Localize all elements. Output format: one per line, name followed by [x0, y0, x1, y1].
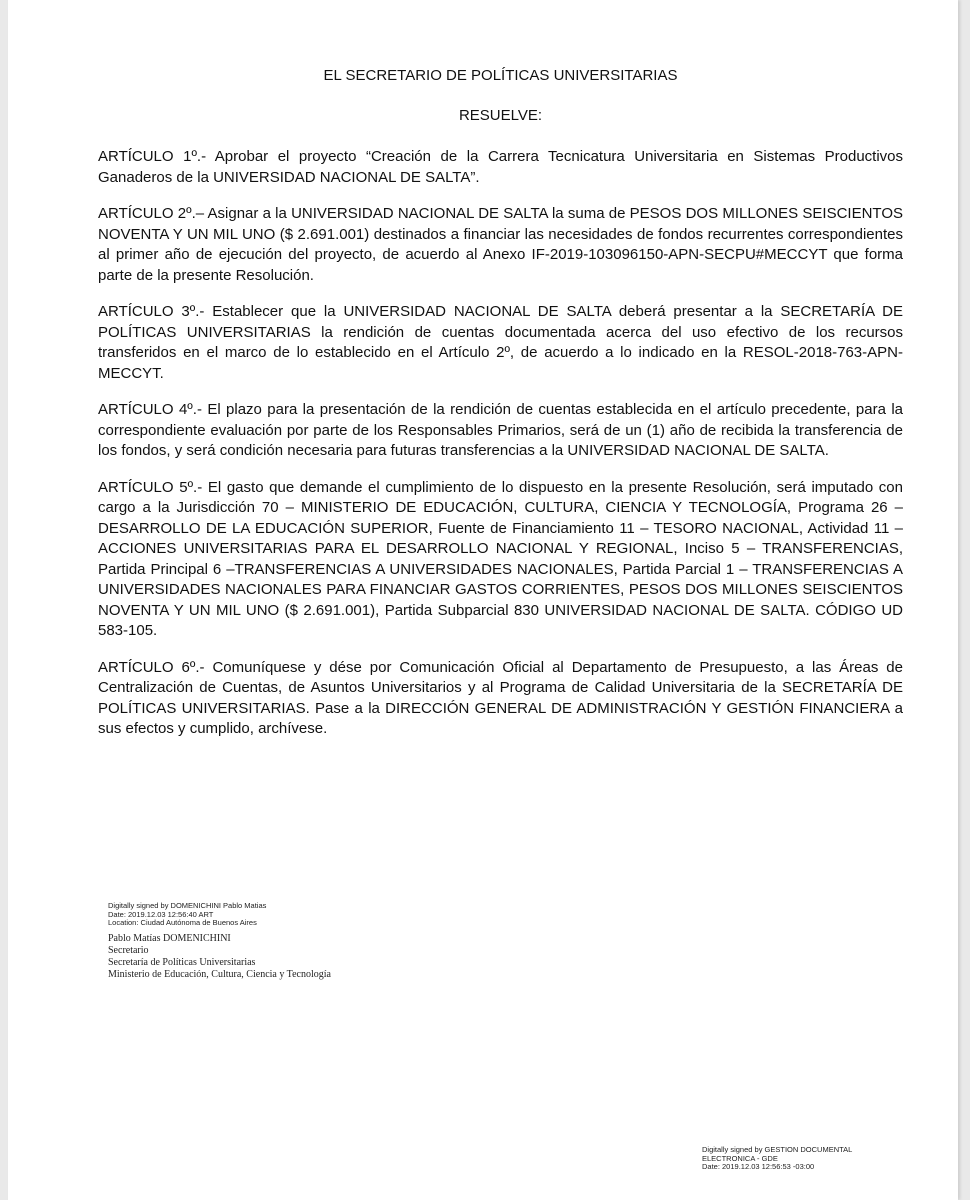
digital-signature-line: Digitally signed by DOMENICHINI Pablo Matias: [108, 901, 267, 910]
document-heading: EL SECRETARIO DE POLÍTICAS UNIVERSITARIAS: [323, 67, 678, 84]
article-6: ARTÍCULO 6º.- Comuníquese y dése por Comunicación Oficial al Departamento de Presupuesto, a las Áreas de Centralización de Cuentas, de Asuntos Universitarios y al Programa de Calidad Universitaria de la SECRETARÍA DE POLÍTICAS UNIVERSITARIAS. Pase a la DIRECCIÓN GENERAL DE ADMINISTRACIÓN Y GESTIÓN FINANCIERA a sus efectos y cumplido, archívese.: [98, 658, 903, 737]
article-5: ARTÍCULO 5º.- El gasto que demande el cumplimiento de lo dispuesto en la presente Resolución, será imputado con cargo a la Jurisdicción 70 – MINISTERIO DE EDUCACIÓN, CULTURA, CIENCIA Y TECNOLOGÍA, Programa 26 – DESARROLLO DE LA EDUCACIÓN SUPERIOR, Fuente de Financiamiento 11 – TESORO NACIONAL, Actividad 11 – ACCIONES UNIVERSITARIAS PARA EL DESARROLLO NACIONAL Y REGIONAL, Inciso 5 – TRANSFERENCIAS, Partida Principal 6 –TRANSFERENCIAS A UNIVERSIDADES NACIONALES, Partida Parcial 1 – TRANSFERENCIAS A UNIVERSIDADES NACIONALES PARA FINANCIAR GASTOS CORRIENTES, PESOS DOS MILLONES SEISCIENTOS NOVENTA Y UN MIL UNO ($ 2.691.001), Partida Subparcial 830 UNIVERSIDAD NACIONAL DE SALTA. CÓDIGO UD 583-105.: [98, 478, 903, 639]
signer-role: Secretario: [108, 944, 149, 956]
signature-location: Location: Ciudad Autónoma de Buenos Aires: [108, 918, 257, 927]
document-page: [8, 0, 958, 1200]
gde-signature-block: [702, 1146, 932, 1172]
article-1: ARTÍCULO 1º.- Aprobar el proyecto “Creación de la Carrera Tecnicatura Universitaria en Sistemas Productivos Ganaderos de la UNIVERSIDAD NACIONAL DE SALTA”.: [98, 148, 903, 186]
signer-signature-block: [108, 902, 508, 981]
article-4: ARTÍCULO 4º.- El plazo para la presentación de la rendición de cuentas establecida en el artículo precedente, para la correspondiente evaluación por parte de los Responsables Primarios, será de un (1) año de recibida la transferencia de los fondos, y será condición necesaria para futuras transferencias a la UNIVERSIDAD NACIONAL DE SALTA.: [98, 401, 903, 459]
signature-date: Date: 2019.12.03 12:56:40 ART: [108, 909, 214, 919]
gde-signature-line-2: ELECTRONICA - GDE: [702, 1153, 778, 1163]
signer-office: Secretaría de Políticas Universitarias: [108, 956, 256, 968]
resolves-heading: RESUELVE:: [458, 107, 543, 124]
signer-ministry: Ministerio de Educación, Cultura, Ciencia y Tecnología: [108, 968, 331, 980]
article-2: ARTÍCULO 2º.– Asignar a la UNIVERSIDAD NACIONAL DE SALTA la suma de PESOS DOS MILLONES SEISCIENTOS NOVENTA Y UN MIL UNO ($ 2.691.001) destinados a financiar las necesidades de fondos recurrentes correspondientes al primer año de ejecución del proyecto, de acuerdo al Anexo IF-2019-103096150-APN-SECPU#MECCYT que forma parte de la presente Resolución.: [98, 205, 903, 284]
document-body: [98, 66, 903, 756]
gde-signature-date: Date: 2019.12.03 12:56:53 -03:00: [702, 1162, 815, 1171]
signer-name: Pablo Matías DOMENICHINI: [108, 932, 231, 944]
article-3: ARTÍCULO 3º.- Establecer que la UNIVERSIDAD NACIONAL DE SALTA deberá presentar a la SECRETARÍA DE POLÍTICAS UNIVERSITARIAS la rendición de cuentas documentada acerca del uso efectivo de los recursos transferidos en el marco de lo establecido en el Artículo 2º, de acuerdo a lo indicado en la RESOL-2018-763-APN-MECCYT.: [98, 303, 903, 382]
gde-signature-line-1: Digitally signed by GESTION DOCUMENTAL: [702, 1145, 853, 1154]
